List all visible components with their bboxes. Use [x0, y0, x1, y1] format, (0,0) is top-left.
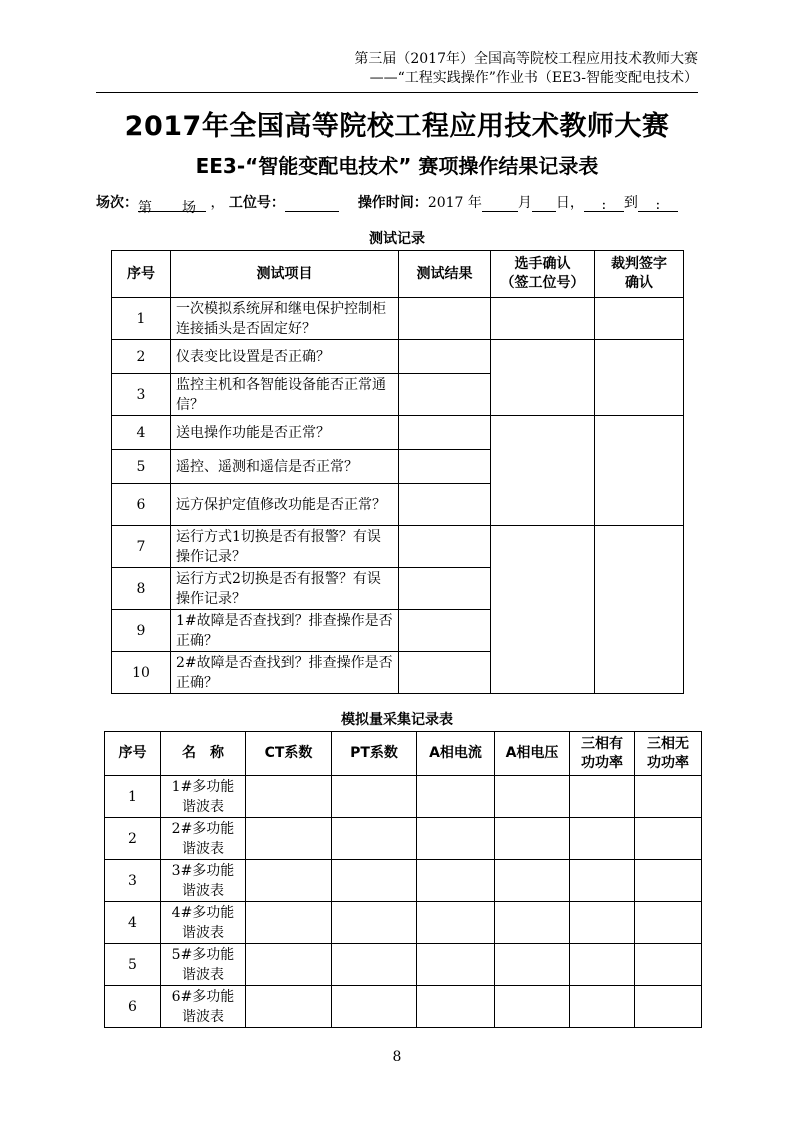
row-item: 监控主机和各智能设备能否正常通信？ — [171, 374, 399, 416]
header-name: 名 称 — [161, 732, 246, 776]
row-item: 一次模拟系统屏和继电保护控制柜连接插头是否固定好？ — [171, 298, 399, 340]
station-field[interactable] — [285, 197, 339, 212]
pt-cell[interactable] — [332, 860, 417, 902]
row-item: 运行方式1切换是否有报警？有误操作记录？ — [171, 526, 399, 568]
result-cell[interactable] — [399, 298, 491, 340]
pt-cell[interactable] — [332, 986, 417, 1028]
info-comma: ， — [210, 195, 225, 211]
header-pt-ratio: PT系数 — [332, 732, 417, 776]
reactive-power-cell[interactable] — [635, 902, 702, 944]
table-row — [105, 902, 702, 944]
active-power-cell[interactable] — [570, 776, 635, 818]
ct-cell[interactable] — [246, 902, 332, 944]
pt-cell[interactable] — [332, 902, 417, 944]
active-power-cell[interactable] — [570, 818, 635, 860]
table-row — [105, 776, 702, 818]
row-name: 4#多功能 谐波表 — [161, 902, 246, 944]
row-name: 5#多功能 谐波表 — [161, 944, 246, 986]
result-cell[interactable] — [399, 416, 491, 450]
contestant-confirm-cell[interactable] — [491, 298, 595, 340]
header-item: 测试项目 — [171, 251, 399, 298]
analog-header-row — [105, 732, 702, 776]
day-text: 日， — [555, 195, 584, 211]
end-time-colon: : — [655, 197, 661, 213]
result-cell[interactable] — [399, 374, 491, 416]
row-no: 4 — [112, 416, 171, 450]
contestant-confirm-cell[interactable] — [491, 416, 595, 526]
start-time-field[interactable] — [584, 197, 624, 212]
a-current-cell[interactable] — [417, 860, 495, 902]
row-no: 6 — [105, 986, 161, 1028]
to-text: 到 — [623, 195, 638, 211]
table-row — [112, 298, 684, 340]
page-title: 2017年全国高等院校工程应用技术教师大赛 — [124, 111, 670, 142]
result-cell[interactable] — [399, 526, 491, 568]
row-no: 4 — [105, 902, 161, 944]
reactive-power-cell[interactable] — [635, 776, 702, 818]
active-power-cell[interactable] — [570, 986, 635, 1028]
test-record-caption: 测试记录 — [369, 231, 425, 247]
contestant-confirm-cell[interactable] — [491, 526, 595, 694]
pt-cell[interactable] — [332, 776, 417, 818]
header-ct-ratio: CT系数 — [246, 732, 332, 776]
header-no: 序号 — [105, 732, 161, 776]
header-no: 序号 — [112, 251, 171, 298]
pt-cell[interactable] — [332, 944, 417, 986]
session-field[interactable] — [138, 197, 206, 216]
row-item: 遥控、遥测和遥信是否正常？ — [171, 450, 399, 484]
a-voltage-cell[interactable] — [495, 776, 570, 818]
running-header — [354, 50, 698, 88]
row-name: 3#多功能 谐波表 — [161, 860, 246, 902]
page-number: 8 — [392, 1049, 402, 1065]
table-row — [112, 526, 684, 568]
row-no: 3 — [112, 374, 171, 416]
judge-confirm-cell[interactable] — [595, 298, 684, 340]
pt-cell[interactable] — [332, 818, 417, 860]
a-current-cell[interactable] — [417, 818, 495, 860]
ct-cell[interactable] — [246, 986, 332, 1028]
result-cell[interactable] — [399, 484, 491, 526]
row-name: 6#多功能 谐波表 — [161, 986, 246, 1028]
reactive-power-cell[interactable] — [635, 986, 702, 1028]
result-cell[interactable] — [399, 652, 491, 694]
active-power-cell[interactable] — [570, 944, 635, 986]
row-name: 1#多功能 谐波表 — [161, 776, 246, 818]
judge-confirm-cell[interactable] — [595, 526, 684, 694]
row-no: 6 — [112, 484, 171, 526]
a-voltage-cell[interactable] — [495, 986, 570, 1028]
row-no: 5 — [112, 450, 171, 484]
row-no: 5 — [105, 944, 161, 986]
a-voltage-cell[interactable] — [495, 818, 570, 860]
row-no: 10 — [112, 652, 171, 694]
table-row — [112, 340, 684, 374]
result-cell[interactable] — [399, 340, 491, 374]
test-record-table — [111, 250, 684, 694]
ct-cell[interactable] — [246, 776, 332, 818]
running-header-line2: ——“工程实践操作”作业书（EE3-智能变配电技术） — [369, 70, 698, 86]
a-voltage-cell[interactable] — [495, 860, 570, 902]
row-no: 1 — [112, 298, 171, 340]
header-a-voltage: A相电压 — [495, 732, 570, 776]
ct-cell[interactable] — [246, 818, 332, 860]
row-name: 2#多功能 谐波表 — [161, 818, 246, 860]
month-field[interactable] — [482, 197, 518, 212]
reactive-power-cell[interactable] — [635, 818, 702, 860]
start-time-colon: : — [601, 197, 607, 213]
result-cell[interactable] — [399, 610, 491, 652]
row-no: 9 — [112, 610, 171, 652]
running-header-line1: 第三届（2017年）全国高等院校工程应用技术教师大赛 — [354, 51, 698, 67]
header-judge-confirm: 裁判签字 确认 — [595, 251, 684, 298]
table-row — [112, 416, 684, 450]
analog-record-caption: 模拟量采集记录表 — [341, 712, 453, 728]
row-no: 3 — [105, 860, 161, 902]
table-row — [105, 944, 702, 986]
row-item: 仪表变比设置是否正确？ — [171, 340, 399, 374]
time-label: 操作时间： — [357, 195, 428, 211]
row-no: 1 — [105, 776, 161, 818]
row-item: 2#故障是否查找到？排查操作是否正确？ — [171, 652, 399, 694]
row-no: 7 — [112, 526, 171, 568]
judge-confirm-cell[interactable] — [595, 340, 684, 416]
info-line — [96, 192, 678, 216]
header-contestant-confirm: 选手确认 （签工位号） — [491, 251, 595, 298]
session-prefix: 第 — [138, 200, 152, 216]
header-active-power: 三相有 功功率 — [570, 732, 635, 776]
row-no: 8 — [112, 568, 171, 610]
ct-cell[interactable] — [246, 944, 332, 986]
header-a-current: A相电流 — [417, 732, 495, 776]
a-current-cell[interactable] — [417, 776, 495, 818]
contestant-confirm-cell[interactable] — [491, 340, 595, 416]
day-field[interactable] — [532, 197, 556, 212]
active-power-cell[interactable] — [570, 902, 635, 944]
analog-record-table — [104, 731, 702, 1028]
header-rule — [96, 92, 698, 93]
row-no: 2 — [105, 818, 161, 860]
page-subtitle: EE3-“智能变配电技术” 赛项操作结果记录表 — [195, 154, 599, 178]
month-text: 月 — [517, 195, 532, 211]
reactive-power-cell[interactable] — [635, 944, 702, 986]
a-current-cell[interactable] — [417, 986, 495, 1028]
row-item: 运行方式2切换是否有报警？有误操作记录？ — [171, 568, 399, 610]
header-result: 测试结果 — [399, 251, 491, 298]
session-suffix: 场 — [182, 200, 196, 216]
row-item: 送电操作功能是否正常？ — [171, 416, 399, 450]
test-header-row — [112, 251, 684, 298]
a-voltage-cell[interactable] — [495, 902, 570, 944]
year-text: 2017 年 — [427, 195, 482, 211]
session-label: 场次： — [96, 195, 138, 211]
result-cell[interactable] — [399, 450, 491, 484]
row-item: 1#故障是否查找到？排查操作是否正确？ — [171, 610, 399, 652]
header-reactive-power: 三相无 功功率 — [635, 732, 702, 776]
a-voltage-cell[interactable] — [495, 944, 570, 986]
row-no: 2 — [112, 340, 171, 374]
table-row — [105, 986, 702, 1028]
ct-cell[interactable] — [246, 860, 332, 902]
active-power-cell[interactable] — [570, 860, 635, 902]
reactive-power-cell[interactable] — [635, 860, 702, 902]
row-item: 远方保护定值修改功能是否正常？ — [171, 484, 399, 526]
table-row — [105, 818, 702, 860]
end-time-field[interactable] — [638, 197, 678, 212]
station-label: 工位号： — [228, 195, 285, 211]
a-current-cell[interactable] — [417, 902, 495, 944]
table-row — [105, 860, 702, 902]
a-current-cell[interactable] — [417, 944, 495, 986]
judge-confirm-cell[interactable] — [595, 416, 684, 526]
result-cell[interactable] — [399, 568, 491, 610]
